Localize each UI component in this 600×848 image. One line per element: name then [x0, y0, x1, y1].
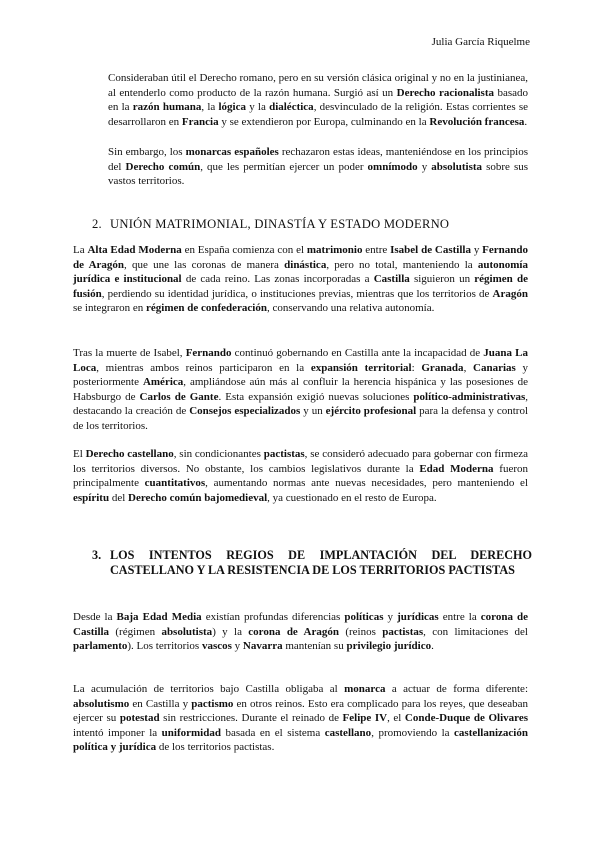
bold-term: autonomía jurídica e institucional	[73, 258, 528, 286]
section-2-paragraph-3	[73, 447, 528, 505]
bold-term: absolutismo	[73, 697, 130, 710]
bold-term: Castilla	[373, 273, 410, 286]
text-run: a actuar de forma diferente:	[385, 683, 528, 695]
section-3-number: 3.	[92, 548, 102, 562]
text-run: se integraron en	[73, 302, 146, 315]
bold-term: corona de Aragón	[248, 625, 339, 638]
text-run: existían profundas diferencias	[201, 611, 345, 623]
bold-term: Fernando de Aragón	[73, 244, 528, 271]
section-3-title: LOS INTENTOS REGIOS DE IMPLANTACIÓN DEL DERECHO CASTELLANO Y LA RESISTENCIA DE LOS TERRITORIOS PACTISTAS	[110, 548, 532, 578]
text-run: , ampliándose aún más al confluir la herencia hispánica y las posesiones de Habsburgo de	[73, 376, 529, 403]
text-run: :	[411, 361, 422, 374]
text-run: , la	[201, 101, 219, 114]
bold-term: parlamento	[73, 640, 128, 653]
bold-term: expansión territorial	[310, 361, 412, 374]
bold-term: Edad Moderna	[419, 462, 494, 475]
bold-term: lógica	[218, 101, 246, 114]
bold-term: potestad	[119, 712, 160, 725]
bold-term: Juana La Loca	[73, 347, 528, 374]
bold-term: matrimonio	[306, 244, 363, 256]
text-run: y	[231, 640, 243, 653]
text-run: y un	[300, 405, 326, 418]
bold-term: vascos	[201, 640, 232, 653]
text-run: en Castilla y	[129, 697, 192, 710]
text-run: , perdiendo su identidad jurídica, o instituciones previas, mientras que los territorios de	[101, 287, 493, 300]
bold-term: político-administrativas	[413, 390, 526, 403]
text-run: (régimen	[109, 625, 162, 638]
bold-term: ejército profesional	[325, 405, 417, 418]
text-run: del	[109, 491, 129, 504]
bold-term: monarcas españoles	[185, 146, 279, 158]
bold-term: monarca	[344, 683, 386, 695]
text-run: Desde la	[73, 611, 117, 623]
text-run: .	[431, 640, 434, 653]
bold-term: Aragón	[492, 287, 528, 300]
section-2-title: UNIÓN MATRIMONIAL, DINASTÍA Y ESTADO MODERNO	[110, 217, 450, 231]
text-run: entre la	[438, 611, 481, 623]
bold-term: cuantitativos	[144, 477, 206, 490]
text-run: intentó imponer la	[73, 726, 162, 739]
text-run: La	[73, 244, 88, 256]
text-run: continuó gobernando en Castilla ante la incapacidad de	[231, 347, 484, 359]
text-run: , pero no total, manteniendo la	[326, 258, 478, 271]
text-run: , promoviendo la	[371, 726, 455, 739]
bold-term: Derecho común	[125, 160, 201, 173]
text-run: , que une las coronas de manera	[124, 258, 285, 271]
bold-term: dinástica	[284, 258, 327, 271]
bold-term: Consejos especializados	[189, 405, 301, 418]
text-run: , destacando la creación de	[73, 390, 528, 418]
text-run: basado en la	[108, 86, 529, 114]
section-2-paragraph-1	[73, 243, 528, 316]
bold-term: pactismo	[191, 697, 234, 710]
bold-term: régimen de confederación	[146, 302, 267, 315]
bold-term: corona de Castilla	[73, 611, 529, 638]
text-run: , que les permitían ejercer un poder	[200, 160, 368, 173]
bold-term: Baja Edad Media	[116, 611, 202, 623]
text-run: , mientras ambos reinos participaron en la	[96, 361, 311, 374]
bold-term: pactistas	[382, 625, 424, 638]
text-run: Sin embargo, los	[108, 146, 186, 158]
text-run: (reinos	[338, 625, 383, 638]
bold-term: absolutista	[161, 625, 213, 638]
text-run: , se consideró adecuado para gobernar con firmeza los territorios diversos. No obstante, los cambios legislativos durante la	[73, 448, 528, 475]
text-run: y posteriormente	[73, 361, 528, 389]
bold-term: uniformidad	[161, 726, 221, 739]
text-run: , aumentando normas ante nuevas necesidades, pero manteniendo el	[205, 477, 528, 490]
text-run: entre	[362, 244, 391, 256]
bold-term: Revolución francesa	[429, 115, 525, 128]
bold-term: Felipe IV	[342, 712, 388, 725]
text-run: sobre sus vastos territorios.	[108, 160, 529, 188]
author-name: Julia García Riquelme	[431, 36, 530, 48]
bold-term: régimen de fusión	[73, 273, 528, 300]
text-run: , el	[387, 712, 405, 725]
bold-term: Canarias	[473, 361, 516, 374]
text-run: rechazaron estas ideas, manteniéndose en los principios del	[108, 146, 528, 173]
text-run: . Esta expansión exigió nuevas soluciones	[218, 390, 414, 403]
text-run: , con limitaciones del	[423, 625, 528, 638]
bold-term: razón humana	[132, 101, 202, 114]
bold-term: jurídicas	[397, 611, 439, 623]
text-run: de los territorios pactistas.	[156, 741, 275, 754]
text-run: , sin condicionantes	[173, 448, 264, 460]
bold-term: América	[142, 376, 184, 389]
text-run: y	[383, 611, 398, 623]
bold-term: Isabel de Castilla	[390, 244, 471, 256]
text-run: y	[417, 160, 432, 173]
bold-term: políticas	[344, 611, 384, 623]
text-run: y	[470, 244, 483, 256]
section-2-paragraph-2	[73, 346, 528, 434]
bold-term: Carlos de Gante	[139, 390, 219, 403]
bold-term: Granada	[421, 361, 464, 374]
bold-term: pactistas	[263, 448, 305, 460]
section-2-number: 2.	[92, 217, 102, 231]
text-run: , ya cuestionado en el resto de Europa.	[267, 491, 437, 504]
text-run: y se extendieron por Europa, culminando en la	[218, 115, 430, 128]
bold-term: Conde-Duque de Olivares	[404, 712, 528, 725]
text-run: , desvinculado de la religión. Estas corrientes se desarrollaron en	[108, 101, 528, 128]
text-run: en otros reinos. Esto era complicado para los reyes, que deseaban ejercer su	[73, 697, 528, 725]
text-run: sin restricciones. Durante el reinado de	[159, 712, 343, 725]
bold-term: espíritu	[73, 491, 110, 504]
text-run: ). Los territorios	[127, 640, 202, 653]
text-run: ) y la	[212, 625, 249, 638]
text-run: y la	[246, 101, 270, 114]
bold-term: dialéctica	[269, 101, 314, 114]
text-run: mantenían su	[282, 640, 347, 653]
text-run: El	[73, 448, 86, 460]
bold-term: Navarra	[242, 640, 283, 653]
text-run: La acumulación de territorios bajo Castilla obligaba al	[73, 683, 345, 695]
bold-term: privilegio jurídico	[346, 640, 432, 653]
bold-term: Derecho racionalista	[396, 86, 495, 99]
text-run: Consideraban útil el Derecho romano, pero en su versión clásica original y no en la justinianea, al entenderlo como producto de la razón humana. Surgió así un	[108, 72, 528, 99]
bold-term: Derecho común bajomedieval	[128, 491, 268, 504]
bold-term: omnímodo	[367, 160, 418, 173]
bold-term: Fernando	[185, 347, 232, 359]
text-run: en España comienza con el	[181, 244, 307, 256]
text-run: .	[524, 115, 528, 128]
bold-term: Francia	[181, 115, 219, 128]
section-2-heading	[92, 217, 532, 233]
text-run: para la defensa y control de los territorios.	[73, 405, 528, 432]
bold-term: castellanización política y jurídica	[73, 726, 528, 754]
section-3-paragraph-2	[73, 682, 528, 755]
bold-term: Alta Edad Moderna	[87, 244, 182, 256]
bold-term: absolutista	[431, 160, 483, 173]
text-run: Tras la muerte de Isabel,	[73, 347, 186, 359]
text-run: basada en el sistema	[220, 726, 325, 739]
intro-paragraph-1	[108, 71, 528, 129]
text-run: fueron principalmente	[73, 462, 528, 490]
intro-paragraph-2	[108, 145, 528, 189]
text-run: ,	[463, 361, 474, 374]
section-3-heading	[92, 548, 532, 578]
bold-term: Derecho castellano	[85, 448, 174, 460]
bold-term: castellano	[324, 726, 372, 739]
text-run: , conservando una relativa autonomía.	[266, 302, 435, 315]
text-run: de cada reino. Las zonas incorporadas a	[181, 273, 374, 286]
text-run: siguieron un	[409, 273, 475, 286]
section-3-paragraph-1	[73, 610, 528, 654]
